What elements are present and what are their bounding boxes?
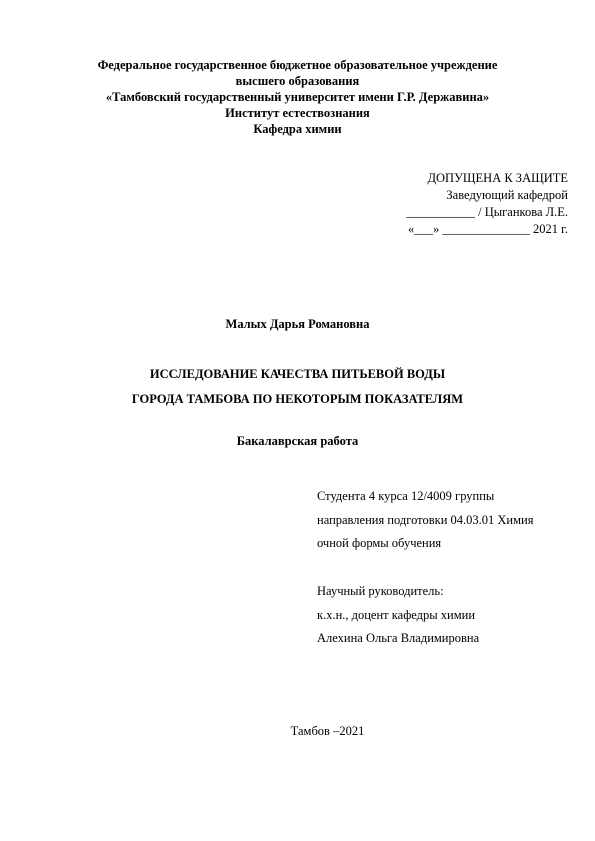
supervisor-title: к.х.н., доцент кафедры химии <box>317 607 476 622</box>
institution-header <box>60 57 535 137</box>
approval-status: ДОПУЩЕНА К ЗАЩИТЕ <box>427 171 568 185</box>
approval-block <box>308 170 568 238</box>
approval-signature-line: ___________ / Цыганкова Л.Е. <box>406 205 568 219</box>
author-name: Малых Дарья Романовна <box>225 317 370 331</box>
header-line-1: Федеральное государственное бюджетное образовательное учреждение <box>97 58 498 72</box>
header-department: Кафедра химии <box>253 122 342 136</box>
header-university-name: «Тамбовский государственный университет имени Г.Р. Державина» <box>105 90 490 104</box>
header-institute: Институт естествознания <box>225 106 370 120</box>
thesis-title-line-1: ИССЛЕДОВАНИЕ КАЧЕСТВА ПИТЬЕВОЙ ВОДЫ <box>149 367 446 381</box>
student-info <box>317 485 533 556</box>
supervisor-info <box>317 580 479 651</box>
supervisor-label: Научный руководитель: <box>317 584 444 598</box>
thesis-title <box>40 362 555 412</box>
approval-position: Заведующий кафедрой <box>446 188 568 202</box>
student-line-3: очной формы обучения <box>317 536 442 550</box>
approval-date-line: «___» ______________ 2021 г. <box>408 222 568 236</box>
student-line-1: Студента 4 курса 12/4009 группы <box>317 489 495 503</box>
student-line-2: направления подготовки 04.03.01 Химия <box>317 512 534 527</box>
city-year: Тамбов –2021 <box>290 724 365 738</box>
thesis-title-line-2: ГОРОДА ТАМБОВА ПО НЕКОТОРЫМ ПОКАЗАТЕЛЯМ <box>131 392 464 406</box>
work-type: Бакалаврская работа <box>236 434 359 448</box>
header-line-2: высшего образования <box>235 74 360 88</box>
supervisor-name: Алехина Ольга Владимировна <box>317 631 480 645</box>
